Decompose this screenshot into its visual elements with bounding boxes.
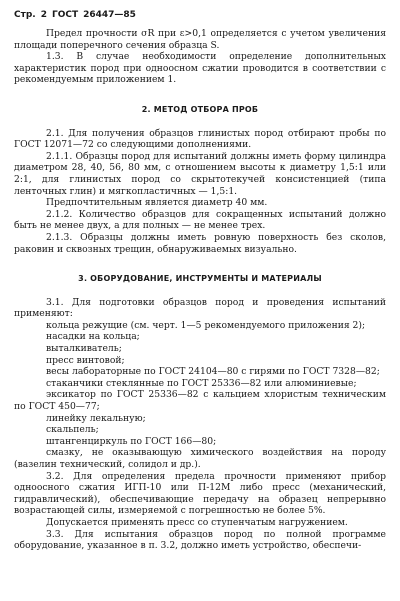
- section-2-paragraph-1: 2.1. Для получения образцов глинистых пород отбирают пробы по ГОСТ 12071—72 со следующими дополнениями.: [14, 127, 386, 151]
- standard-label: ГОСТ: [51, 10, 79, 20]
- section-3-title: 3. ОБОРУДОВАНИЕ, ИНСТРУМЕНТЫ И МАТЕРИАЛЫ: [78, 274, 322, 284]
- section-2-paragraph-5: 2.1.3. Образцы должны иметь ровную поверхность без сколов, раковин и сквозных трещин, обнаруживаемых визуально.: [14, 231, 386, 255]
- equipment-item: кольца режущие (см. черт. 1—5 рекомендуемого приложения 2);: [46, 319, 366, 331]
- section-2-paragraph-2: 2.1.1. Образцы пород для испытаний должны иметь форму цилиндра диаметром 28, 40, 56, 80 мм, с отношением высоты к диаметру 1,5:1 или 2:1, для глинистых пород со скрытотекучей консистенцией (типа ленточных глин) и мягкопластичных — 1,5:1.: [14, 150, 386, 197]
- equipment-item: весы лабораторные по ГОСТ 24104—80 с гирями по ГОСТ 7328—82;: [46, 366, 380, 378]
- equipment-item: выталкиватель;: [46, 343, 122, 355]
- equipment-item: насадки на кольца;: [46, 331, 140, 343]
- equipment-item: смазку, не оказывающую химического воздействия на породу (вазелин технический, солидол и др.).: [14, 447, 386, 470]
- equipment-item: пресс винтовой;: [46, 354, 125, 366]
- intro-paragraph-1: Предел прочности σR при ε>0,1 определяется с учетом увеличения площади поперечного сечения образца S.: [14, 28, 386, 51]
- section-3-paragraph-3: Допускается применять пресс со ступенчатым нагружением.: [46, 516, 348, 528]
- standard-code: 26447—85: [83, 10, 136, 20]
- equipment-item: скальпель;: [46, 424, 99, 436]
- page-header: [14, 10, 141, 22]
- page-prefix: Стр.: [14, 10, 36, 20]
- section-3-paragraph-4: 3.3. Для испытания образцов пород по полной программе оборудование, указанное в п. 3.2, должно иметь устройство, обеспечи-: [14, 528, 386, 552]
- page-number: 2: [40, 10, 47, 20]
- equipment-item: стаканчики стеклянные по ГОСТ 25336—82 или алюминиевые;: [46, 377, 357, 389]
- section-3-paragraph-1: 3.1. Для подготовки образцов пород и проведения испытаний применяют:: [14, 296, 386, 320]
- section-2-paragraph-3: Предпочтительным является диаметр 40 мм.: [46, 197, 268, 209]
- equipment-item: эксикатор по ГОСТ 25336—82 с кальцием хлористым техническим по ГОСТ 450—77;: [14, 389, 386, 413]
- intro-paragraph-2: 1.3. В случае необходимости определение дополнительных характеристик пород при одноосном сжатии проводится в соответствии с рекомендуемым приложением 1.: [14, 51, 386, 86]
- section-2-title: 2. МЕТОД ОТБОРА ПРОБ: [141, 104, 259, 114]
- section-3-paragraph-2: 3.2. Для определения предела прочности применяют прибор одноосного сжатия ИГП-10 или П-12М либо пресс (механический, гидравлический), обеспечивающие передачу на образец непрерывно возрастающей силы, измеряемой с погрешностью не более 5%.: [14, 470, 386, 517]
- section-2-paragraph-4: 2.1.2. Количество образцов для сокращенных испытаний должно быть не менее двух, а для полных — не менее трех.: [14, 208, 386, 232]
- equipment-item: штангенциркуль по ГОСТ 166—80;: [46, 435, 217, 447]
- equipment-item: линейку лекальную;: [46, 412, 146, 424]
- page-content: [14, 28, 386, 552]
